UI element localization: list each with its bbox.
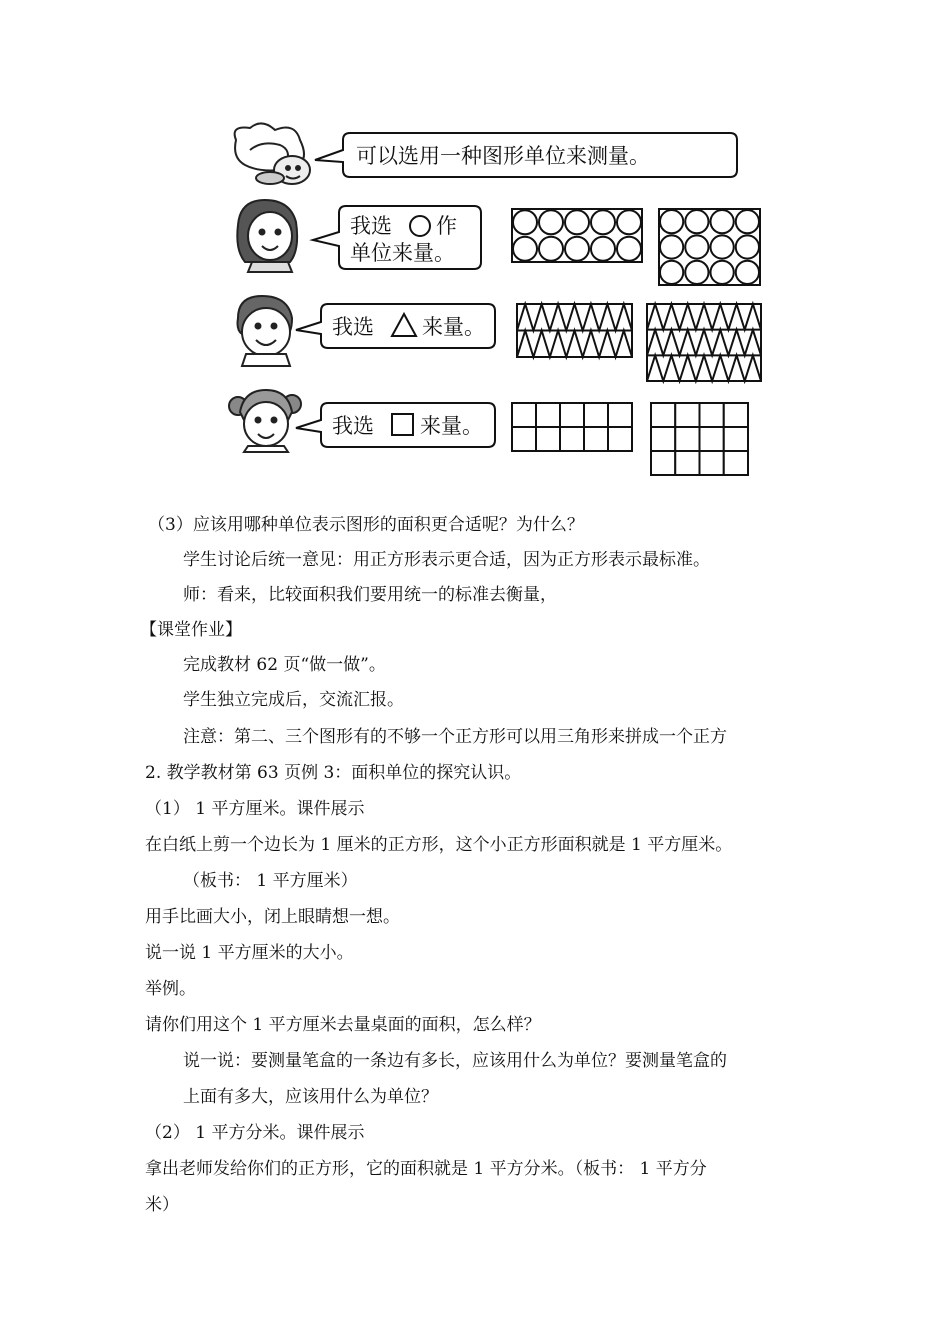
paragraph-line: 说一说 1 平方厘米的大小。: [145, 943, 354, 963]
square-unit: [584, 427, 608, 451]
paragraph-line: 举例。: [145, 979, 196, 999]
paragraph-line: 在白纸上剪一个边长为 1 厘米的正方形，这个小正方形面积就是 1 平方厘米。: [145, 835, 733, 855]
speech-2b: 单位来量。: [350, 241, 455, 265]
speech-2a-post: 作: [436, 214, 457, 238]
square-unit: [675, 451, 699, 475]
square-unit: [560, 427, 584, 451]
square-unit: [651, 427, 675, 451]
square-unit: [724, 403, 748, 427]
square-unit: [724, 427, 748, 451]
paragraph-line: 用手比画大小，闭上眼睛想一想。: [145, 907, 400, 927]
square-unit: [536, 403, 560, 427]
turtle-character-icon: [235, 123, 310, 184]
speech-bubble-3: [296, 304, 495, 348]
paragraph-line: 请你们用这个 1 平方厘米去量桌面的面积，怎么样？: [145, 1015, 541, 1035]
boy-character-icon: [238, 296, 293, 366]
speech-bubble-4: [296, 403, 495, 447]
square-unit: [724, 451, 748, 475]
girl-character-icon: [237, 200, 297, 272]
square-unit: [536, 427, 560, 451]
square-unit: [584, 403, 608, 427]
paragraph-line: 米）: [145, 1195, 179, 1215]
square-unit: [675, 427, 699, 451]
speech-bubble-1: [315, 133, 737, 177]
square-unit: [700, 451, 724, 475]
speech-3-pre: 我选: [332, 315, 374, 339]
illustration: [0, 0, 950, 490]
square-unit: [651, 451, 675, 475]
square-unit: [700, 427, 724, 451]
square-unit: [560, 403, 584, 427]
speech-2a-pre: 我选: [350, 214, 392, 238]
square-unit: [608, 427, 632, 451]
paragraph-line: 上面有多大，应该用什么为单位？: [183, 1087, 438, 1107]
square-unit: [512, 427, 536, 451]
triangle-grid-2: [647, 304, 761, 381]
paragraph-line: 学生独立完成后，交流汇报。: [183, 690, 404, 710]
grid-frame: [512, 209, 642, 262]
paragraph-line: 注意：第二、三个图形有的不够一个正方形可以用三角形来拼成一个正方: [183, 727, 727, 747]
circle-grid-1: [512, 209, 642, 262]
paragraph-line: 完成教材 62 页“做一做”。: [183, 655, 386, 675]
paragraph-line: （板书： 1 平方厘米）: [183, 871, 358, 891]
square-unit: [675, 403, 699, 427]
square-unit: [512, 403, 536, 427]
speech-bubble-2: [313, 206, 481, 269]
square-unit: [651, 403, 675, 427]
paragraph-line: 说一说：要测量笔盒的一条边有多长，应该用什么为单位？要测量笔盒的: [183, 1051, 727, 1071]
teacher-line: 师：看来，比较面积我们要用统一的标准去衡量，: [183, 585, 557, 605]
pigtail-girl-character-icon: [229, 390, 301, 452]
square-grid-1: [512, 403, 632, 451]
triangle-grid-1: [517, 304, 632, 357]
speech-3-post: 来量。: [422, 315, 485, 339]
question-3: （3）应该用哪种单位表示图形的面积更合适呢？为什么？: [148, 515, 584, 535]
paragraph-line: （2） 1 平方分米。课件展示: [145, 1123, 365, 1143]
paragraph-line: 拿出老师发给你们的正方形，它的面积就是 1 平方分米。（板书： 1 平方分: [145, 1159, 707, 1179]
discussion-line: 学生讨论后统一意见：用正方形表示更合适，因为正方形表示最标准。: [183, 550, 710, 570]
paragraph-line: （1） 1 平方厘米。课件展示: [145, 799, 365, 819]
square-grid-2: [651, 403, 748, 475]
square-unit: [700, 403, 724, 427]
paragraph-line: 2. 教学教材第 63 页例 3：面积单位的探究认识。: [145, 763, 522, 783]
grid-frame: [647, 304, 761, 381]
circle-grid-2: [659, 209, 760, 285]
square-unit: [608, 403, 632, 427]
speech-1-text: 可以选用一种图形单位来测量。: [356, 144, 650, 168]
section-heading: 【课堂作业】: [140, 620, 242, 640]
speech-4-post: 来量。: [420, 414, 483, 438]
speech-4-pre: 我选: [332, 414, 374, 438]
